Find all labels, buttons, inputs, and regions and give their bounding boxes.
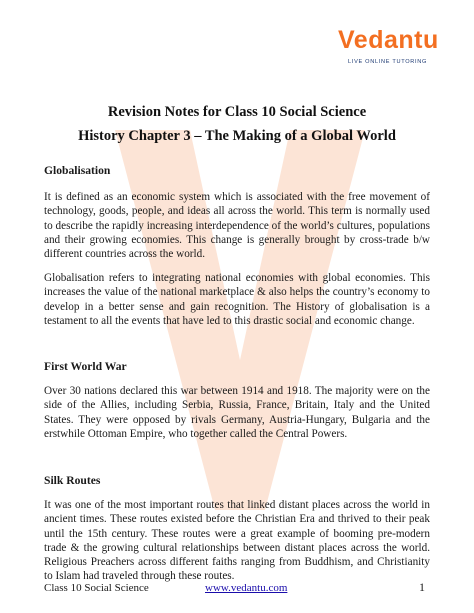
globalisation-paragraph-1: It is defined as an economic system which is associated with the free movement of technology, goods, people, and ideas all across the world. This term is normally used to describe the rapidly increasing interdependence of the world’s cultures, populations and their growing economies. This change is generally brought by cross-trade b/w different countries across the world.	[44, 191, 430, 261]
silk-routes-paragraph-1: It was one of the most important routes that linked distant places across the world in ancient times. These routes existed before the Christian Era and thrived to their peak until the 15th century. These routes were a great example of booming pre-modern trade & the growing cultural relationships between distant places across the world. Religious Preachers across different faiths ranging from Buddhism, and Christianity to Islam had traveled through these routes.	[44, 499, 430, 583]
logo-wordmark: Vedantu	[338, 26, 439, 54]
globalisation-paragraph-2: Globalisation refers to integrating national economies with global economies. This increases the value of the national marketplace & also helps the country’s economy to develop in a better sense and gain recognition. The History of globalisation is a testament to all the events that have led to this drastic social and economic change.	[44, 272, 430, 327]
notes-content	[44, 164, 430, 583]
page-title: Revision Notes for Class 10 Social Science	[107, 104, 367, 120]
section-heading-first-world-war: First World War	[44, 360, 127, 374]
section-heading-silk-routes: Silk Routes	[44, 474, 101, 488]
page-subtitle: History Chapter 3 – The Making of a Global World	[78, 128, 396, 144]
section-heading-globalisation: Globalisation	[44, 164, 111, 177]
vedantu-logo	[338, 22, 448, 74]
footer-website-link[interactable]: www.vedantu.com	[205, 582, 288, 594]
logo-tagline: LIVE ONLINE TUTORING	[348, 59, 428, 65]
page-number: 1	[419, 580, 425, 594]
first-world-war-paragraph-1: Over 30 nations declared this war between 1914 and 1918. The majority were on the side of the Allies, including Serbia, Russia, France, Britain, Italy and the United States. They were opposed by rivals Germany, Austria-Hungary, Bulgaria and the erstwhile Ottoman Empire, who together called the Central Powers.	[44, 385, 430, 440]
footer-subject: Class 10 Social Science	[44, 582, 149, 594]
